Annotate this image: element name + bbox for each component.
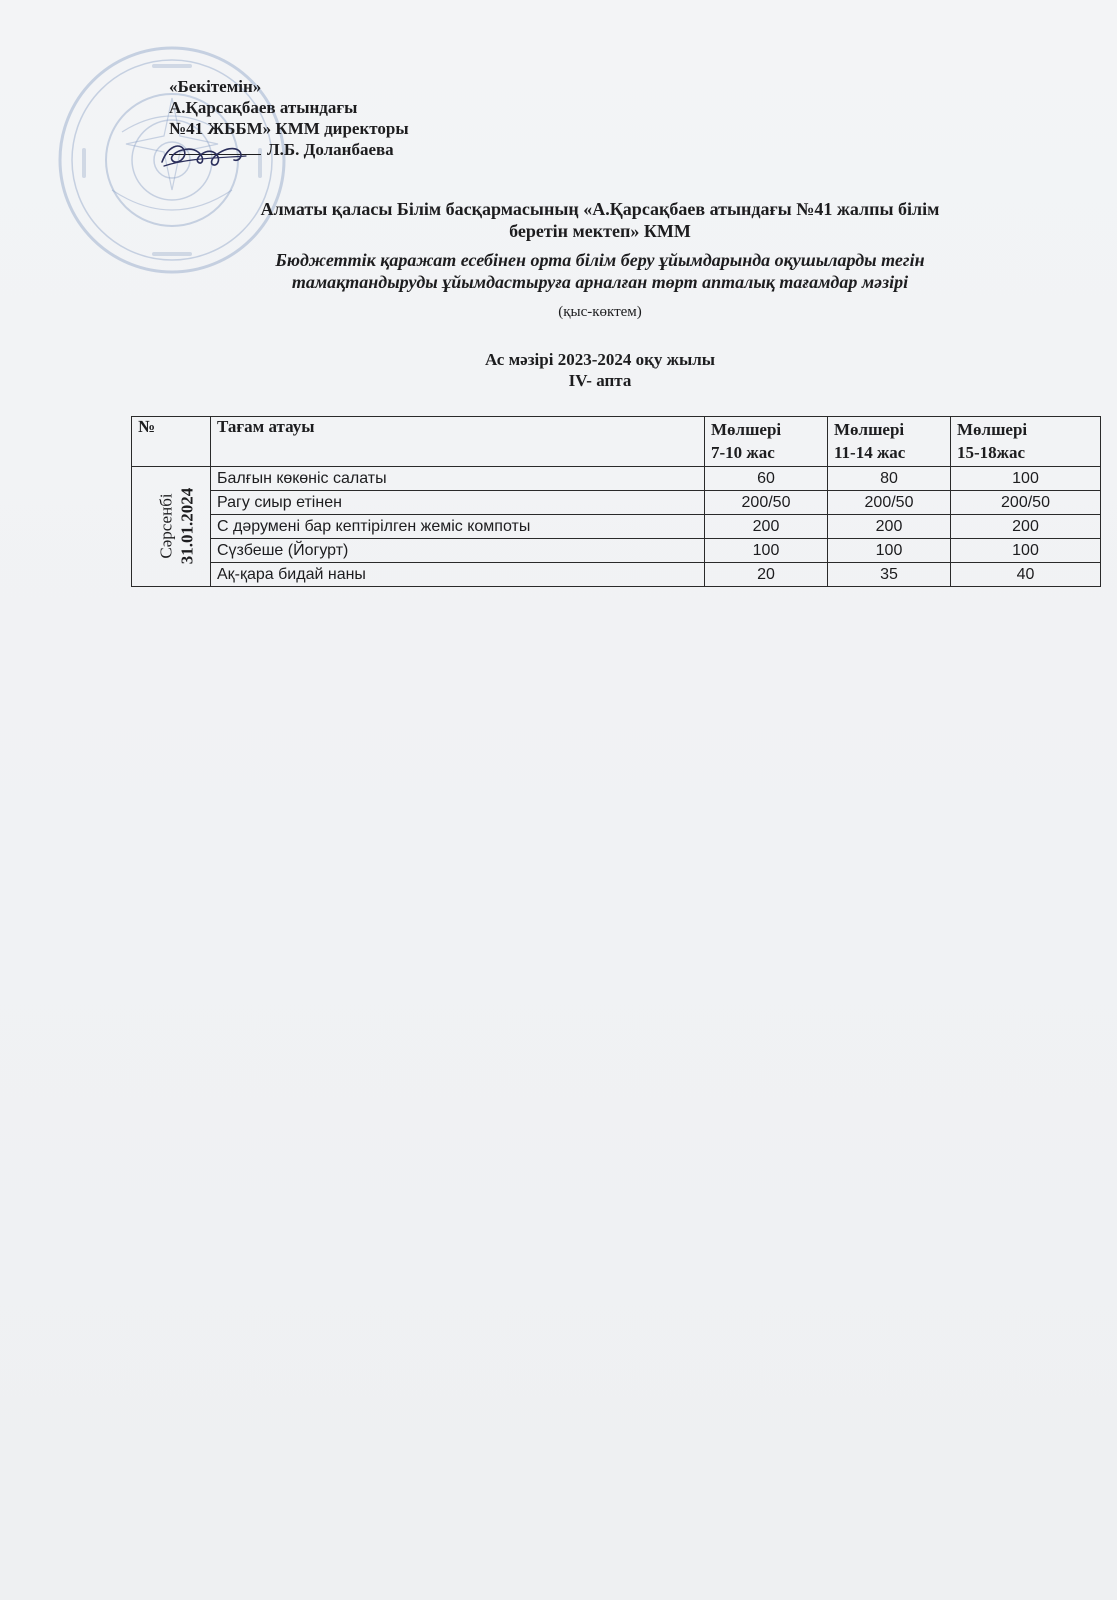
- portion-7-10: 200/50: [705, 491, 828, 515]
- header-portion-label: Мөлшері: [957, 420, 1028, 439]
- table-row: [132, 491, 1101, 515]
- portion-11-14: 35: [828, 563, 951, 587]
- portion-15-18: 40: [951, 563, 1101, 587]
- table-header-row: [132, 417, 1101, 467]
- table-row: [132, 467, 1101, 491]
- portion-15-18: 100: [951, 467, 1101, 491]
- season-label: (қыс-көктем): [558, 304, 642, 320]
- approval-signer-name: Л.Б. Доланбаева: [267, 140, 394, 159]
- portion-7-10: 60: [705, 467, 828, 491]
- header-number: №: [132, 417, 211, 467]
- header-portion-11-14: [828, 417, 951, 467]
- day-name: Сәрсенбі: [156, 492, 176, 559]
- header-portion-7-10: [705, 417, 828, 467]
- dish-name: Сүзбеше (Йогурт): [211, 539, 705, 563]
- dish-name: Ақ-қара бидай наны: [211, 563, 705, 587]
- header-portion-label: Мөлшері: [711, 420, 782, 439]
- organization-title: [120, 198, 1080, 242]
- menu-description: [120, 249, 1080, 293]
- header-portion-label: Мөлшері: [834, 420, 905, 439]
- header-age-range: 7-10 жас: [711, 443, 775, 462]
- header-dish-name: Тағам атауы: [211, 417, 705, 467]
- menu-table: [131, 416, 1101, 587]
- organization-title-line2: беретін мектеп» КММ: [509, 221, 691, 241]
- day-date: 31.01.2024: [177, 487, 197, 564]
- handwritten-signature-icon: [158, 136, 250, 172]
- header-age-range: 15-18жас: [957, 443, 1026, 462]
- table-row: [132, 515, 1101, 539]
- organization-title-line1: Алматы қаласы Білім басқармасының «А.Қарсақбаев атындағы №41 жалпы білім: [260, 199, 940, 219]
- table-row: [132, 539, 1101, 563]
- menu-description-line1: Бюджеттік қаражат есебінен орта білім беру ұйымдарында оқушыларды тегін: [275, 250, 925, 270]
- portion-11-14: 200: [828, 515, 951, 539]
- day-label: [155, 487, 197, 564]
- dish-name: С дәрумені бар кептірілген жеміс компоты: [211, 515, 705, 539]
- header-portion-15-18: [951, 417, 1101, 467]
- portion-11-14: 100: [828, 539, 951, 563]
- portion-15-18: 200/50: [951, 491, 1101, 515]
- menu-description-line2: тамақтандыруды ұйымдастыруға арналған төрт апталық тағамдар мәзірі: [291, 272, 909, 292]
- portion-7-10: 20: [705, 563, 828, 587]
- approval-heading: «Бекітемін»: [169, 77, 262, 96]
- table-row: [132, 563, 1101, 587]
- week-title: IV- апта: [568, 371, 632, 390]
- portion-7-10: 200: [705, 515, 828, 539]
- portion-11-14: 80: [828, 467, 951, 491]
- dish-name: Рагу сиыр етінен: [211, 491, 705, 515]
- approval-school-name: А.Қарсақбаев атындағы: [169, 98, 358, 117]
- portion-15-18: 200: [951, 515, 1101, 539]
- day-cell: [132, 467, 211, 587]
- menu-year-title: Ас мәзірі 2023-2024 оқу жылы: [484, 350, 716, 369]
- approval-director-title: №41 ЖББМ» КММ директоры: [169, 119, 409, 138]
- portion-7-10: 100: [705, 539, 828, 563]
- portion-15-18: 100: [951, 539, 1101, 563]
- header-age-range: 11-14 жас: [834, 443, 906, 462]
- portion-11-14: 200/50: [828, 491, 951, 515]
- dish-name: Балғын көкөніс салаты: [211, 467, 705, 491]
